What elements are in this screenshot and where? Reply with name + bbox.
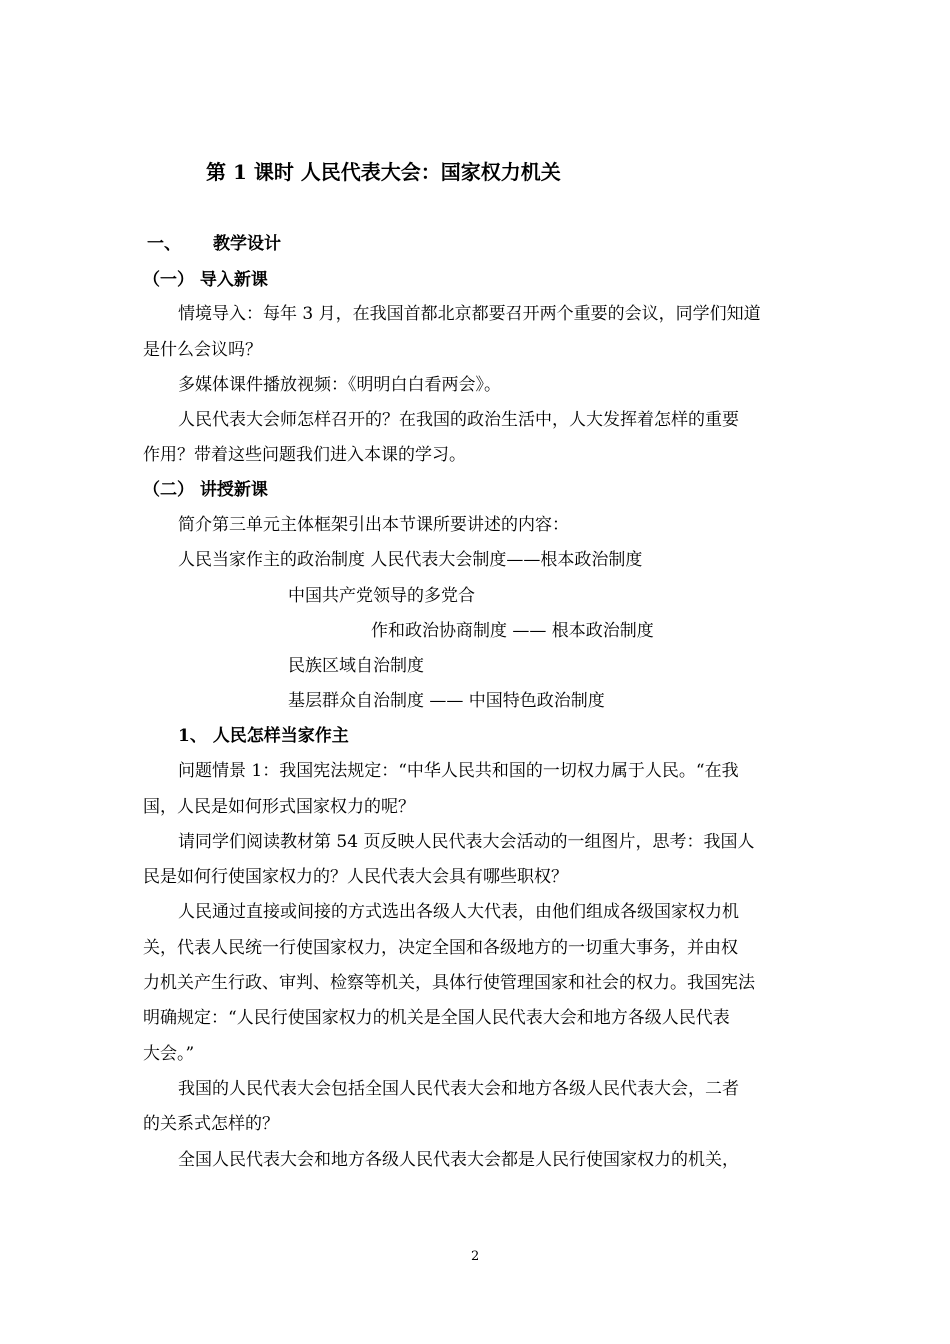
paragraph-line: 力机关产生行政、审判、检察等机关，具体行使管理国家和社会的权力。我国宪法	[143, 973, 755, 993]
paragraph-line: 人民代表大会师怎样召开的？在我国的政治生活中，人大发挥着怎样的重要	[178, 410, 739, 430]
paragraph-line: 关，代表人民统一行使国家权力，决定全国和各级地方的一切重大事务，并由权	[143, 938, 738, 958]
paragraph-line: 我国的人民代表大会包括全国人民代表大会和地方各级人民代表大会，二者	[178, 1079, 739, 1099]
section-number: 一、	[147, 234, 181, 254]
section-heading: 教学设计	[213, 234, 281, 254]
paragraph-line: 情境导入：每年 3 月，在我国首都北京都要召开两个重要的会议，同学们知道	[178, 304, 761, 324]
paragraph-line: 国，人民是如何形式国家权力的呢？	[143, 797, 415, 817]
paragraph-line: 基层群众自治制度 —— 中国特色政治制度	[288, 691, 605, 711]
paragraph-line: 中国共产党领导的多党合	[288, 586, 475, 606]
paragraph-line: 民是如何行使国家权力的？人民代表大会具有哪些职权？	[143, 867, 568, 887]
paragraph-line: 人民当家作主的政治制度 人民代表大会制度——根本政治制度	[178, 550, 643, 570]
paragraph-line: 的关系式怎样的？	[143, 1114, 279, 1134]
paragraph-line: 问题情景 1：我国宪法规定：“中华人民共和国的一切权力属于人民。“在我	[178, 761, 739, 781]
numbered-heading: 1、 人民怎样当家作主	[178, 726, 349, 746]
paragraph-line: 明确规定：“人民行使国家权力的机关是全国人民代表大会和地方各级人民代表	[143, 1008, 730, 1028]
subsection-heading-lecture: （二） 讲授新课	[143, 480, 268, 500]
page-number: 2	[471, 1249, 480, 1264]
paragraph-line: 简介第三单元主体框架引出本节课所要讲述的内容：	[178, 515, 569, 535]
paragraph-line: 请同学们阅读教材第 54 页反映人民代表大会活动的一组图片，思考：我国人	[178, 832, 755, 852]
paragraph-line: 全国人民代表大会和地方各级人民代表大会都是人民行使国家权力的机关，	[178, 1150, 739, 1170]
paragraph-line: 作用？带着这些问题我们进入本课的学习。	[143, 445, 466, 465]
subsection-heading-intro: （一） 导入新课	[143, 270, 268, 290]
lesson-title: 第 1 课时 人民代表大会：国家权力机关	[206, 160, 561, 184]
paragraph-line: 民族区域自治制度	[288, 656, 424, 676]
paragraph-line: 是什么会议吗？	[143, 340, 262, 360]
paragraph-line: 多媒体课件播放视频：《明明白白看两会》。	[178, 375, 501, 395]
paragraph-line: 人民通过直接或间接的方式选出各级人大代表，由他们组成各级国家权力机	[178, 902, 739, 922]
paragraph-line: 作和政治协商制度 —— 根本政治制度	[371, 621, 654, 641]
paragraph-line: 大会。”	[143, 1044, 195, 1064]
